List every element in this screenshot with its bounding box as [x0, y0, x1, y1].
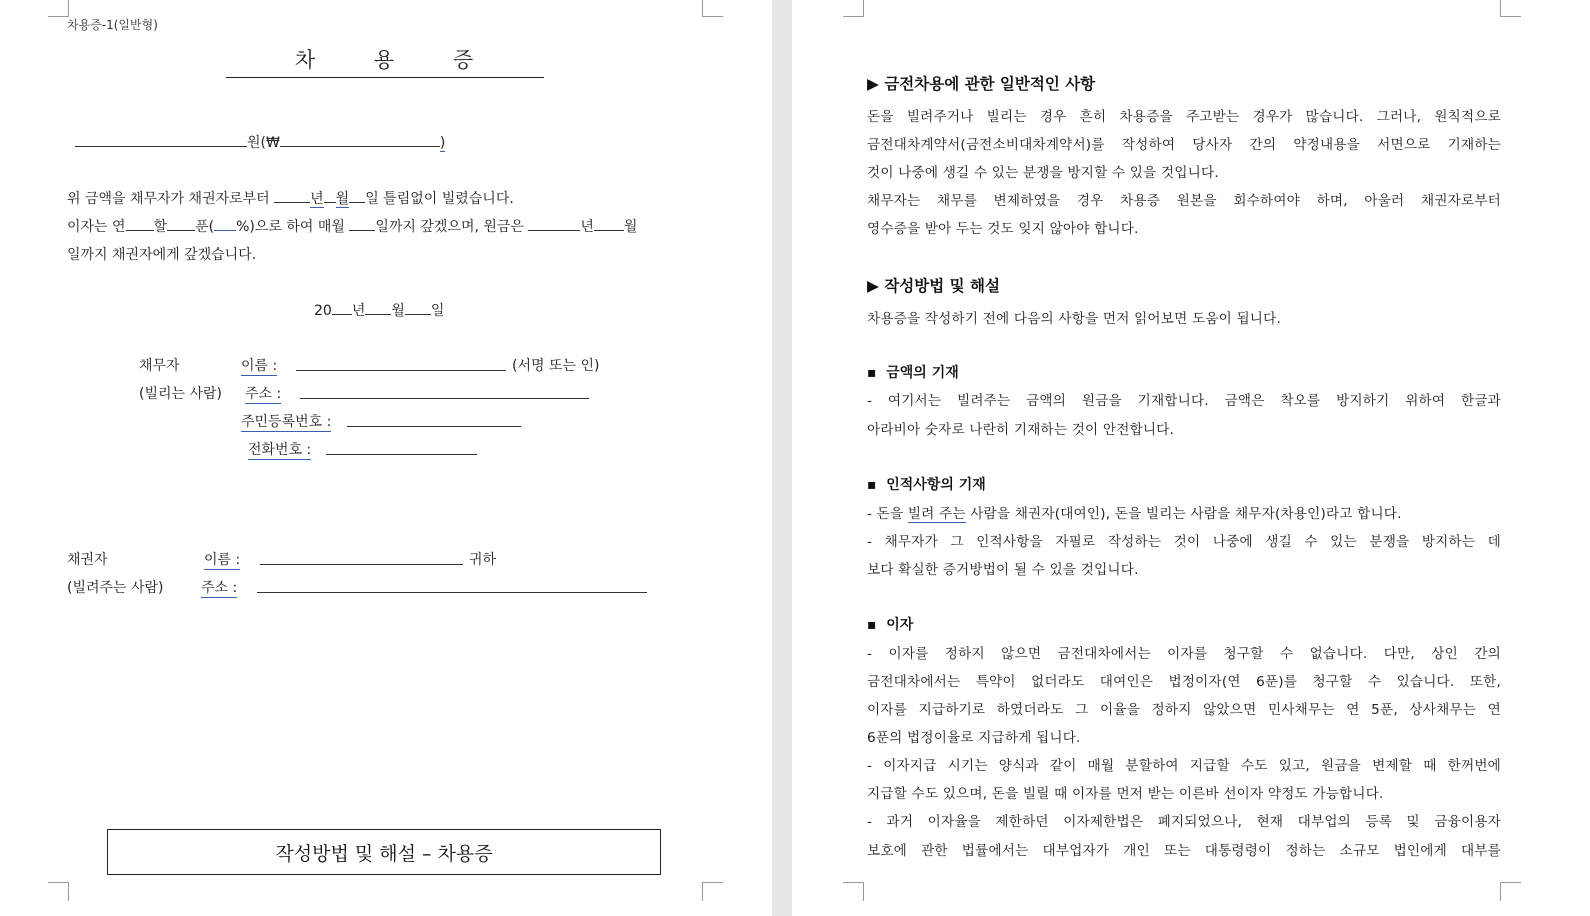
document-title[interactable] — [226, 44, 544, 78]
debtor-address-field[interactable] — [300, 384, 589, 399]
item-text-line: - 채무자가 그 인적사항을 자필로 작성하는 것이 나중에 생길 수 있는 분쟁을 방지하는 데 — [867, 534, 1501, 550]
loan-month-blank[interactable] — [324, 188, 336, 203]
guide-title-box[interactable] — [107, 829, 661, 875]
item-text-line: 지급할 수도 있으며, 돈을 빌릴 때 이자를 먼저 받는 이른바 선이자 약정도 가능합니다. — [867, 786, 1384, 802]
pun-label: 푼( — [195, 219, 215, 235]
debtor-sub-label: (빌리는 사람) — [139, 386, 222, 402]
hal-label: 할 — [153, 219, 168, 235]
interest-percent-blank[interactable] — [214, 216, 236, 231]
day-label: 일 — [430, 303, 445, 319]
section-text-line: 영수증을 받아 두는 것도 잊지 않아야 합니다. — [867, 221, 1139, 237]
item-text-line: 보호에 관한 법률에서는 대부업자가 개인 또는 대통령령이 정하는 소규모 법인에게 대부를 — [867, 843, 1501, 859]
amount-won-label: 원(₩ — [247, 135, 280, 151]
document-page-right — [792, 0, 1590, 916]
paragraph-text: 위 금액을 채무자가 채권자로부터 — [67, 191, 275, 207]
section-text-line: 것이 나중에 생길 수 있는 분쟁을 방지할 수 있을 것입니다. — [867, 165, 1219, 181]
section-heading: ▶ 금전차용에 관한 일반적인 사항 — [867, 75, 1096, 93]
creditor-address-label: 주소 : — [201, 577, 237, 598]
creditor-label: 채권자 — [67, 552, 108, 568]
date-line[interactable] — [314, 300, 444, 320]
text-segment: - 돈을 — [867, 506, 908, 522]
amount-line[interactable] — [75, 132, 445, 152]
section-heading: ▶ 작성방법 및 해설 — [867, 277, 1000, 295]
item-text-line: - 이자를 정하지 않으면 금전대차에서는 이자를 청구할 수 없습니다. 다만, 상인 간의 — [867, 646, 1501, 662]
paragraph-text: %)으로 하여 매월 — [236, 219, 350, 235]
item-heading — [867, 362, 959, 382]
item-text-line: 6푼의 법정이율로 지급하게 됩니다. — [867, 730, 1081, 746]
sign-note: (서명 또는 인) — [512, 358, 600, 374]
creditor-name-field[interactable] — [260, 550, 463, 565]
document-title-text: 차 용 증 — [294, 48, 476, 72]
page-corner-mark — [1500, 0, 1521, 17]
loan-paragraph-line[interactable] — [67, 188, 514, 208]
honorific: 귀하 — [469, 552, 497, 568]
bullet-icon: ▪ — [867, 365, 877, 381]
text-segment: 사람을 채권자(대여인), 돈을 빌리는 사람을 채무자(차용인)라고 합니다. — [965, 506, 1402, 522]
month-label: 월 — [623, 219, 638, 235]
item-text-line: 금전대차에서는 특약이 없더라도 대여인은 법정이자(연 6푼)를 청구할 수 있습니다. 또한, — [867, 674, 1501, 690]
paragraph-text: 일 틀림없이 빌렸습니다. — [365, 191, 514, 207]
section-text-line: 채무자는 채무를 변제하였을 경우 차용증 원본을 회수하여야 하며, 아울러 채권자로부터 — [867, 193, 1501, 209]
creditor-sub-label: (빌려주는 사람) — [67, 580, 164, 596]
item-title: 금액의 기재 — [886, 365, 959, 381]
month-label: 월 — [335, 191, 350, 207]
debtor-label: 채무자 — [139, 358, 180, 374]
document-label: 차용증-1(일반형) — [67, 18, 158, 32]
creditor-address-field[interactable] — [257, 578, 647, 593]
interest-rate-blank[interactable] — [167, 216, 195, 231]
debtor-id-field[interactable] — [347, 412, 521, 427]
amount-korean-blank[interactable] — [75, 132, 247, 147]
bullet-icon: ▪ — [867, 477, 877, 493]
page-corner-mark — [48, 882, 69, 901]
page-corner-mark — [702, 882, 723, 901]
year-label: 년 — [310, 191, 324, 207]
page-corner-mark — [48, 0, 69, 17]
section-text-line: 돈을 빌려주거나 빌리는 경우 흔히 차용증을 주고받는 경우가 많습니다. 그러나, 원칙적으로 — [867, 109, 1501, 125]
paragraph-text: 이자는 연 — [67, 219, 126, 235]
debtor-name-label: 이름 : — [241, 355, 277, 376]
section-text-line: 금전대차계약서(금전소비대차계약서)를 작성하여 당사자 간의 약정내용을 서면으로 기재하는 — [867, 137, 1501, 153]
amount-number-blank[interactable] — [280, 132, 440, 147]
item-text-line: - 과거 이자율을 제한하던 이자제한법은 폐지되었으나, 현재 대부업의 등록 및 금융이용자 — [867, 814, 1501, 830]
item-text-line: 아라비아 숫자로 나란히 기재하는 것이 안전합니다. — [867, 422, 1175, 438]
principal-month-blank[interactable] — [594, 216, 624, 231]
month-label: 월 — [391, 303, 405, 319]
bullet-icon: ▪ — [867, 617, 877, 633]
date-year-blank[interactable] — [332, 300, 352, 315]
page-corner-mark — [1500, 882, 1521, 901]
underlined-term: 빌려 주는 — [907, 506, 966, 522]
page-corner-mark — [702, 0, 723, 17]
paragraph-text: 일까지 갚겠으며, 원금은 — [375, 219, 529, 235]
amount-close-paren: ) — [439, 135, 446, 151]
interest-rate-blank[interactable] — [126, 216, 154, 231]
page-corner-mark — [843, 0, 864, 17]
year-label: 년 — [351, 303, 366, 319]
loan-paragraph-line[interactable] — [67, 216, 637, 236]
payment-day-blank[interactable] — [349, 216, 375, 231]
loan-day-blank[interactable] — [349, 188, 365, 203]
year-label: 년 — [580, 219, 594, 235]
debtor-name-field[interactable] — [296, 356, 506, 371]
section-intro: 차용증을 작성하기 전에 다음의 사항을 먼저 읽어보면 도움이 됩니다. — [867, 311, 1281, 327]
page-gutter — [772, 0, 792, 916]
document-page-left — [0, 0, 772, 916]
item-heading — [867, 474, 986, 494]
principal-year-blank[interactable] — [528, 216, 580, 231]
creditor-name-label: 이름 : — [204, 549, 240, 570]
debtor-phone-field[interactable] — [326, 440, 477, 455]
debtor-address-label: 주소 : — [245, 383, 281, 404]
item-text-line: 이자를 지급하기로 하였더라도 그 이율을 정하지 않았으면 민사채무는 연 5푼, 상사채무는 연 — [867, 702, 1501, 718]
item-title: 이자 — [886, 617, 914, 633]
year-prefix: 20 — [314, 303, 332, 319]
item-text-line: - 이자지급 시기는 양식과 같이 매월 분할하여 지급할 수도 있고, 원금을 변제할 때 한꺼번에 — [867, 758, 1501, 774]
loan-paragraph-line: 일까지 채권자에게 갚겠습니다. — [67, 247, 257, 263]
item-text-line: 보다 확실한 증거방법이 될 수 있을 것입니다. — [867, 562, 1139, 578]
item-text-line: - 여기서는 빌려주는 금액의 원금을 기재합니다. 금액은 착오를 방지하기 위하여 한글과 — [867, 393, 1501, 409]
loan-year-blank[interactable] — [274, 188, 310, 203]
item-title: 인적사항의 기재 — [886, 477, 986, 493]
debtor-phone-label: 전화번호 : — [248, 439, 311, 460]
page-corner-mark — [843, 882, 864, 901]
guide-title-text: 작성방법 및 해설 – 차용증 — [275, 842, 493, 865]
date-month-blank[interactable] — [365, 300, 391, 315]
date-day-blank[interactable] — [405, 300, 431, 315]
item-heading — [867, 614, 913, 634]
debtor-id-label: 주민등록번호 : — [241, 411, 331, 432]
item-text-line — [867, 502, 1501, 522]
